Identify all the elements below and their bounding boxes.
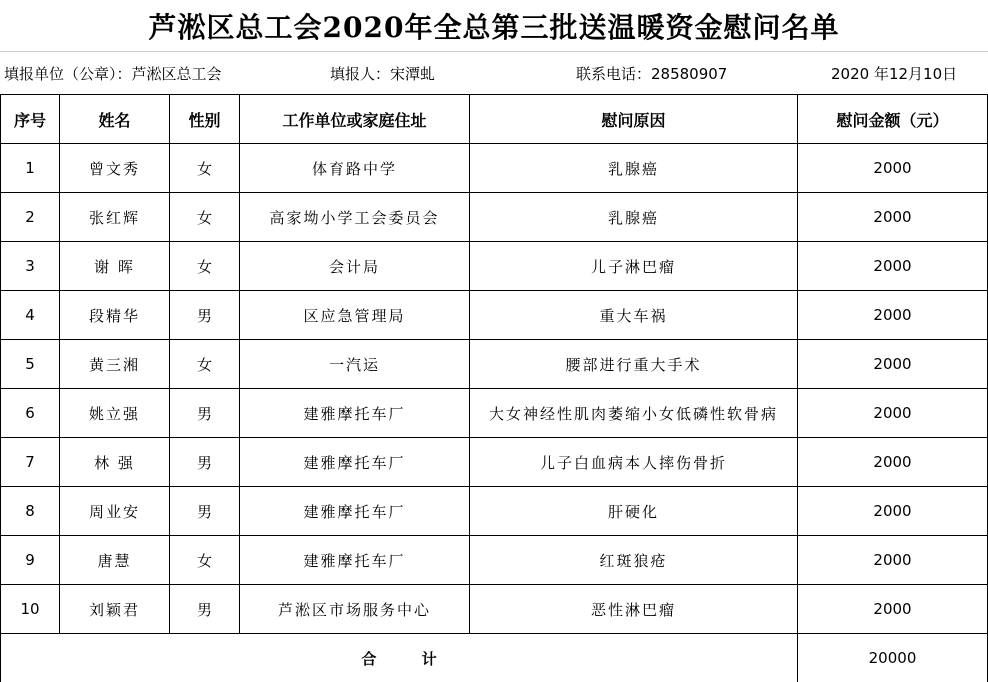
page-title: 芦淞区总工会2020年全总第三批送温暖资金慰问名单: [148, 10, 840, 44]
cell-gender[interactable]: 男: [170, 585, 240, 634]
cell-workplace[interactable]: 建雅摩托车厂: [240, 438, 470, 487]
cell-amount[interactable]: 2000: [798, 340, 988, 389]
table-row: [1, 389, 988, 438]
cell-amount[interactable]: 2000: [798, 242, 988, 291]
relief-list-table: [0, 94, 988, 682]
table-row: [1, 193, 988, 242]
cell-amount[interactable]: 2000: [798, 144, 988, 193]
cell-seq[interactable]: 8: [1, 487, 60, 536]
cell-reason[interactable]: 肝硬化: [470, 487, 798, 536]
header-reason: 慰问原因: [470, 95, 798, 144]
cell-seq[interactable]: 3: [1, 242, 60, 291]
cell-reason[interactable]: 红斑狼疮: [470, 536, 798, 585]
cell-gender[interactable]: 男: [170, 389, 240, 438]
cell-reason[interactable]: 儿子白血病本人摔伤骨折: [470, 438, 798, 487]
cell-amount[interactable]: 2000: [798, 585, 988, 634]
cell-amount[interactable]: 2000: [798, 438, 988, 487]
report-date: 2020 年12月10日: [831, 65, 958, 83]
cell-workplace[interactable]: 会计局: [240, 242, 470, 291]
cell-seq[interactable]: 2: [1, 193, 60, 242]
contact-phone: 联系电话：28580907: [576, 65, 728, 83]
cell-name[interactable]: 曾文秀: [60, 144, 170, 193]
cell-amount[interactable]: 2000: [798, 389, 988, 438]
total-row: [1, 634, 988, 682]
cell-reason[interactable]: 重大车祸: [470, 291, 798, 340]
header-name: 姓名: [60, 95, 170, 144]
header-seq: 序号: [1, 95, 60, 144]
table-row: [1, 144, 988, 193]
total-amount: 20000: [798, 634, 988, 682]
header-gender: 性别: [170, 95, 240, 144]
cell-amount[interactable]: 2000: [798, 487, 988, 536]
table-row: [1, 438, 988, 487]
cell-reason[interactable]: 乳腺癌: [470, 144, 798, 193]
cell-name[interactable]: 唐慧: [60, 536, 170, 585]
cell-amount[interactable]: 2000: [798, 536, 988, 585]
table-row: [1, 242, 988, 291]
cell-reason[interactable]: 儿子淋巴瘤: [470, 242, 798, 291]
title-row: [0, 0, 988, 52]
table-header-row: [1, 95, 988, 144]
table-row: [1, 585, 988, 634]
cell-gender[interactable]: 女: [170, 193, 240, 242]
cell-amount[interactable]: 2000: [798, 291, 988, 340]
cell-workplace[interactable]: 建雅摩托车厂: [240, 487, 470, 536]
cell-reason[interactable]: 大女神经性肌肉萎缩小女低磷性软骨病: [470, 389, 798, 438]
cell-amount[interactable]: 2000: [798, 193, 988, 242]
cell-seq[interactable]: 4: [1, 291, 60, 340]
cell-gender[interactable]: 男: [170, 438, 240, 487]
cell-gender[interactable]: 女: [170, 242, 240, 291]
cell-workplace[interactable]: 高家坳小学工会委员会: [240, 193, 470, 242]
reporter: 填报人：宋潭虬: [330, 65, 436, 83]
cell-workplace[interactable]: 一汽运: [240, 340, 470, 389]
cell-gender[interactable]: 男: [170, 291, 240, 340]
cell-name[interactable]: 张红辉: [60, 193, 170, 242]
cell-reason[interactable]: 恶性淋巴瘤: [470, 585, 798, 634]
cell-workplace[interactable]: 建雅摩托车厂: [240, 536, 470, 585]
table-row: [1, 536, 988, 585]
cell-name[interactable]: 段精华: [60, 291, 170, 340]
cell-name[interactable]: 林 强: [60, 438, 170, 487]
cell-seq[interactable]: 6: [1, 389, 60, 438]
cell-seq[interactable]: 5: [1, 340, 60, 389]
cell-gender[interactable]: 女: [170, 340, 240, 389]
cell-workplace[interactable]: 体育路中学: [240, 144, 470, 193]
cell-workplace[interactable]: 芦淞区市场服务中心: [240, 585, 470, 634]
table-row: [1, 487, 988, 536]
header-amount: 慰问金额（元）: [798, 95, 988, 144]
cell-name[interactable]: 姚立强: [60, 389, 170, 438]
cell-seq[interactable]: 1: [1, 144, 60, 193]
cell-seq[interactable]: 7: [1, 438, 60, 487]
cell-gender[interactable]: 女: [170, 536, 240, 585]
cell-workplace[interactable]: 区应急管理局: [240, 291, 470, 340]
total-label: 合 计: [1, 634, 798, 682]
cell-gender[interactable]: 男: [170, 487, 240, 536]
cell-name[interactable]: 周业安: [60, 487, 170, 536]
table-row: [1, 340, 988, 389]
cell-seq[interactable]: 9: [1, 536, 60, 585]
table-row: [1, 291, 988, 340]
table-body: [1, 144, 988, 634]
cell-name[interactable]: 刘颖君: [60, 585, 170, 634]
cell-reason[interactable]: 乳腺癌: [470, 193, 798, 242]
cell-reason[interactable]: 腰部进行重大手术: [470, 340, 798, 389]
cell-workplace[interactable]: 建雅摩托车厂: [240, 389, 470, 438]
cell-name[interactable]: 谢 晖: [60, 242, 170, 291]
reporting-unit: 填报单位（公章）：芦淞区总工会: [4, 65, 222, 83]
header-workplace: 工作单位或家庭住址: [240, 95, 470, 144]
cell-name[interactable]: 黄三湘: [60, 340, 170, 389]
cell-gender[interactable]: 女: [170, 144, 240, 193]
info-row: [0, 51, 988, 94]
cell-seq[interactable]: 10: [1, 585, 60, 634]
